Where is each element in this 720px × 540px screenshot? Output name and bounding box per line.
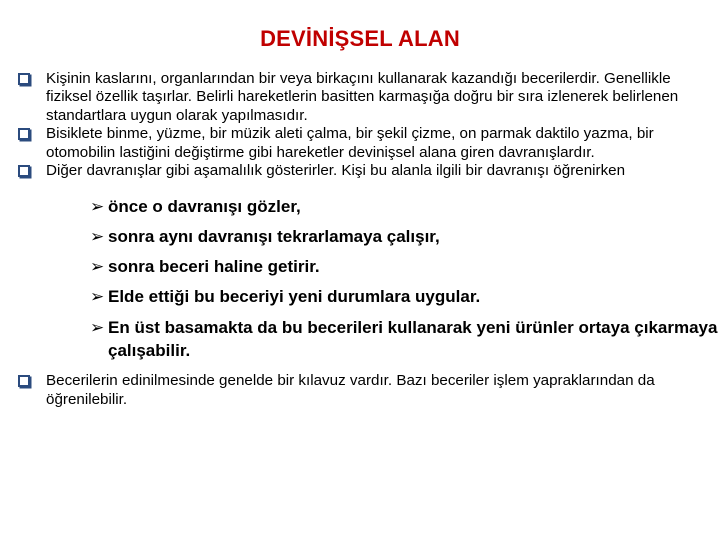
step-item <box>90 282 718 312</box>
bullet-definition <box>18 70 718 125</box>
step-text: sonra beceri haline getirir. <box>108 257 320 277</box>
arrow-bullet-icon: ➢ <box>90 287 105 307</box>
learning-steps-list <box>90 192 718 362</box>
bullet-examples <box>18 125 718 162</box>
bullet-text: Becerilerin edinilmesinde genelde bir kılavuz vardır. Bazı beceriler işlem yapraklarından da öğrenilebilir. <box>46 372 655 408</box>
slide-title: DEVİNİŞSEL ALAN <box>260 26 460 51</box>
arrow-bullet-icon: ➢ <box>90 227 105 247</box>
checkbox-bullet-icon <box>18 165 30 177</box>
checkbox-bullet-icon <box>18 73 30 85</box>
bullet-text: Kişinin kaslarını, organlarından bir veya birkaçını kullanarak kazandığı becerilerdir. Genellikle fiziksel özellik taşırlar. Belirli hareketlerin basitten karmaşığa doğru bir sıra izlenerek belirlenen standartlara uygun olarak yapılmasıdır. <box>46 70 679 124</box>
bullet-list <box>18 70 718 409</box>
checkbox-bullet-icon <box>18 128 30 140</box>
checkbox-bullet-icon <box>18 375 30 387</box>
arrow-bullet-icon: ➢ <box>90 318 105 338</box>
step-item <box>90 312 718 362</box>
step-item <box>90 222 718 252</box>
step-item <box>90 192 718 222</box>
arrow-bullet-icon: ➢ <box>90 197 105 217</box>
step-text: Elde ettiği bu beceriyi yeni durumlara uygular. <box>108 287 481 307</box>
step-text: önce o davranışı gözler, <box>108 197 301 217</box>
bullet-stages <box>18 162 718 180</box>
arrow-bullet-icon: ➢ <box>90 257 105 277</box>
step-text: sonra aynı davranışı tekrarlamaya çalışır, <box>108 227 440 247</box>
bullet-guidance <box>18 372 718 409</box>
step-text: En üst basamakta da bu becerileri kullanarak yeni ürünler ortaya çıkarmaya çalışabilir. <box>108 318 718 361</box>
bullet-text: Diğer davranışlar gibi aşamalılık gösterirler. Kişi bu alanla ilgili bir davranışı öğrenirken <box>46 162 626 180</box>
step-item <box>90 252 718 282</box>
bullet-text: Bisiklete binme, yüzme, bir müzik aleti çalma, bir şekil çizme, on parmak daktilo yazma, bir otomobilin lastiğini değiştirme gibi hareketler devinişsel alana giren davranışlardır. <box>46 125 654 161</box>
